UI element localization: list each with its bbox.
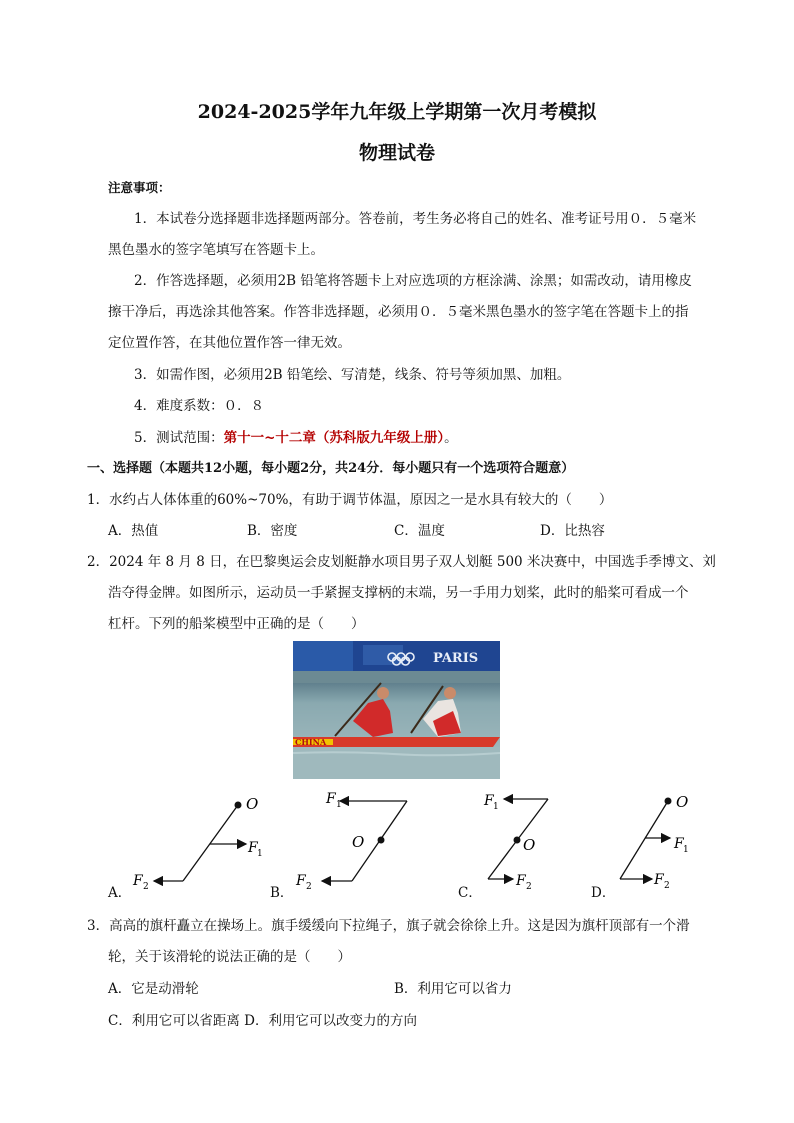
page-title: 2024-2025学年九年级上学期第一次月考模拟 xyxy=(197,101,597,123)
lever-diagrams xyxy=(100,786,720,901)
q2-line-2: 浩夺得金牌。如图所示，运动员一手紧握支撑柄的末端，另一手用力划桨，此时的船桨可看成一个 xyxy=(108,585,689,601)
q2-option-b-letter: B． xyxy=(270,885,294,901)
diagram-b xyxy=(295,791,407,892)
diagram-a-label-f2: F xyxy=(133,873,143,889)
diagram-b-sub-2: 2 xyxy=(306,882,312,892)
diagram-c-sub-2: 2 xyxy=(526,882,532,892)
q3-option-cd: C．利用它可以省距离 D．利用它可以改变力的方向 xyxy=(108,1013,417,1029)
notice-item-2-line-3: 定位置作答，在其他位置作答一律无效。 xyxy=(108,335,351,351)
diagram-a-label-f1: F xyxy=(248,840,258,856)
notice-item-2-line-1: 2．作答选择题，必须用2B 铅笔将答题卡上对应选项的方框涂满、涂黑；如需改动，请用橡皮 xyxy=(134,273,692,289)
q1-option-d: D．比热容 xyxy=(540,523,605,539)
q3-option-b: B．利用它可以省力 xyxy=(394,981,512,997)
notice-item-5-prefix: 5．测试范围： xyxy=(134,430,224,446)
q1-option-b: B．密度 xyxy=(247,523,298,539)
diagram-b-label-o: O xyxy=(352,833,365,851)
q1-stem: 1．水约占人体体重的60%~70%，有助于调节体温，原因之一是水具有较大的（ ） xyxy=(87,492,613,508)
diagram-b-sub-1: 1 xyxy=(336,800,342,810)
q3-option-a: A．它是动滑轮 xyxy=(108,981,199,997)
diagram-d xyxy=(620,793,689,891)
q3-line-1: 3．高高的旗杆矗立在操场上。旗手缓缓向下拉绳子，旗子就会徐徐上升。这是因为旗杆顶部有一个滑 xyxy=(87,918,690,934)
q2-line-1: 2．2024 年 8 月 8 日，在巴黎奥运会皮划艇静水项目男子双人划艇 500 米决赛中，中国选手季博文、刘 xyxy=(87,554,716,570)
notice-item-5 xyxy=(134,426,458,446)
diagram-c-label-f2: F xyxy=(516,873,526,889)
diagram-d-sub-1: 1 xyxy=(683,845,689,855)
photo-banner-text: PARIS xyxy=(433,651,479,666)
diagram-a xyxy=(132,795,263,892)
notice-item-2-line-2: 擦干净后，再选涂其他答案。作答非选择题，必须用０．５毫米黑色墨水的签字笔在答题卡上的指 xyxy=(108,304,689,320)
diagram-d-label-f2: F xyxy=(654,872,664,888)
diagram-d-sub-2: 2 xyxy=(664,881,670,891)
diagram-a-label-o: O xyxy=(246,795,259,813)
diagram-c-sub-1: 1 xyxy=(493,802,499,812)
notice-item-5-suffix: 。 xyxy=(444,430,458,446)
diagram-c-label-f1: F xyxy=(484,793,494,809)
notice-item-3: 3．如需作图，必须用2B 铅笔绘、写清楚，线条、符号等须加黑、加粗。 xyxy=(134,367,571,383)
q1-option-a: A．热值 xyxy=(108,523,159,539)
q2-option-c-letter: C． xyxy=(458,885,482,901)
q2-option-a-letter: A． xyxy=(108,885,132,901)
q2-option-d-letter: D． xyxy=(591,885,616,901)
diagram-a-sub-2: 2 xyxy=(143,882,149,892)
notice-item-1-line-1: 1．本试卷分选择题非选择题两部分。答卷前，考生务必将自己的姓名、准考证号用０．５毫米 xyxy=(134,211,697,227)
canoe-photo-art xyxy=(293,641,500,779)
q3-line-2: 轮，关于该滑轮的说法正确的是（ ） xyxy=(108,949,351,965)
notice-item-4: 4．难度系数：０．８ xyxy=(134,398,265,414)
diagram-c xyxy=(483,793,548,892)
diagram-d-label-f1: F xyxy=(674,836,684,852)
notice-heading: 注意事项： xyxy=(108,180,171,195)
page-subtitle: 物理试卷 xyxy=(358,142,435,164)
photo-boat-text: CHINA xyxy=(295,737,327,747)
notice-item-1-line-2: 黑色墨水的签字笔填写在答题卡上。 xyxy=(108,242,324,258)
diagram-d-label-o: O xyxy=(676,793,689,811)
diagram-b-label-f2: F xyxy=(296,873,306,889)
q1-option-c: C．温度 xyxy=(394,523,445,539)
diagram-a-sub-1: 1 xyxy=(257,849,263,859)
q2-line-3: 杠杆。下列的船桨模型中正确的是（ ） xyxy=(108,616,365,632)
section-1-heading: 一、选择题（本题共12小题，每小题2分，共24分．每小题只有一个选项符合题意） xyxy=(87,461,575,476)
diagram-c-label-o: O xyxy=(523,836,536,854)
diagram-b-label-f1: F xyxy=(326,791,336,807)
test-range: 第十一~十二章（苏科版九年级上册） xyxy=(223,430,445,446)
canoe-photo xyxy=(293,641,500,779)
